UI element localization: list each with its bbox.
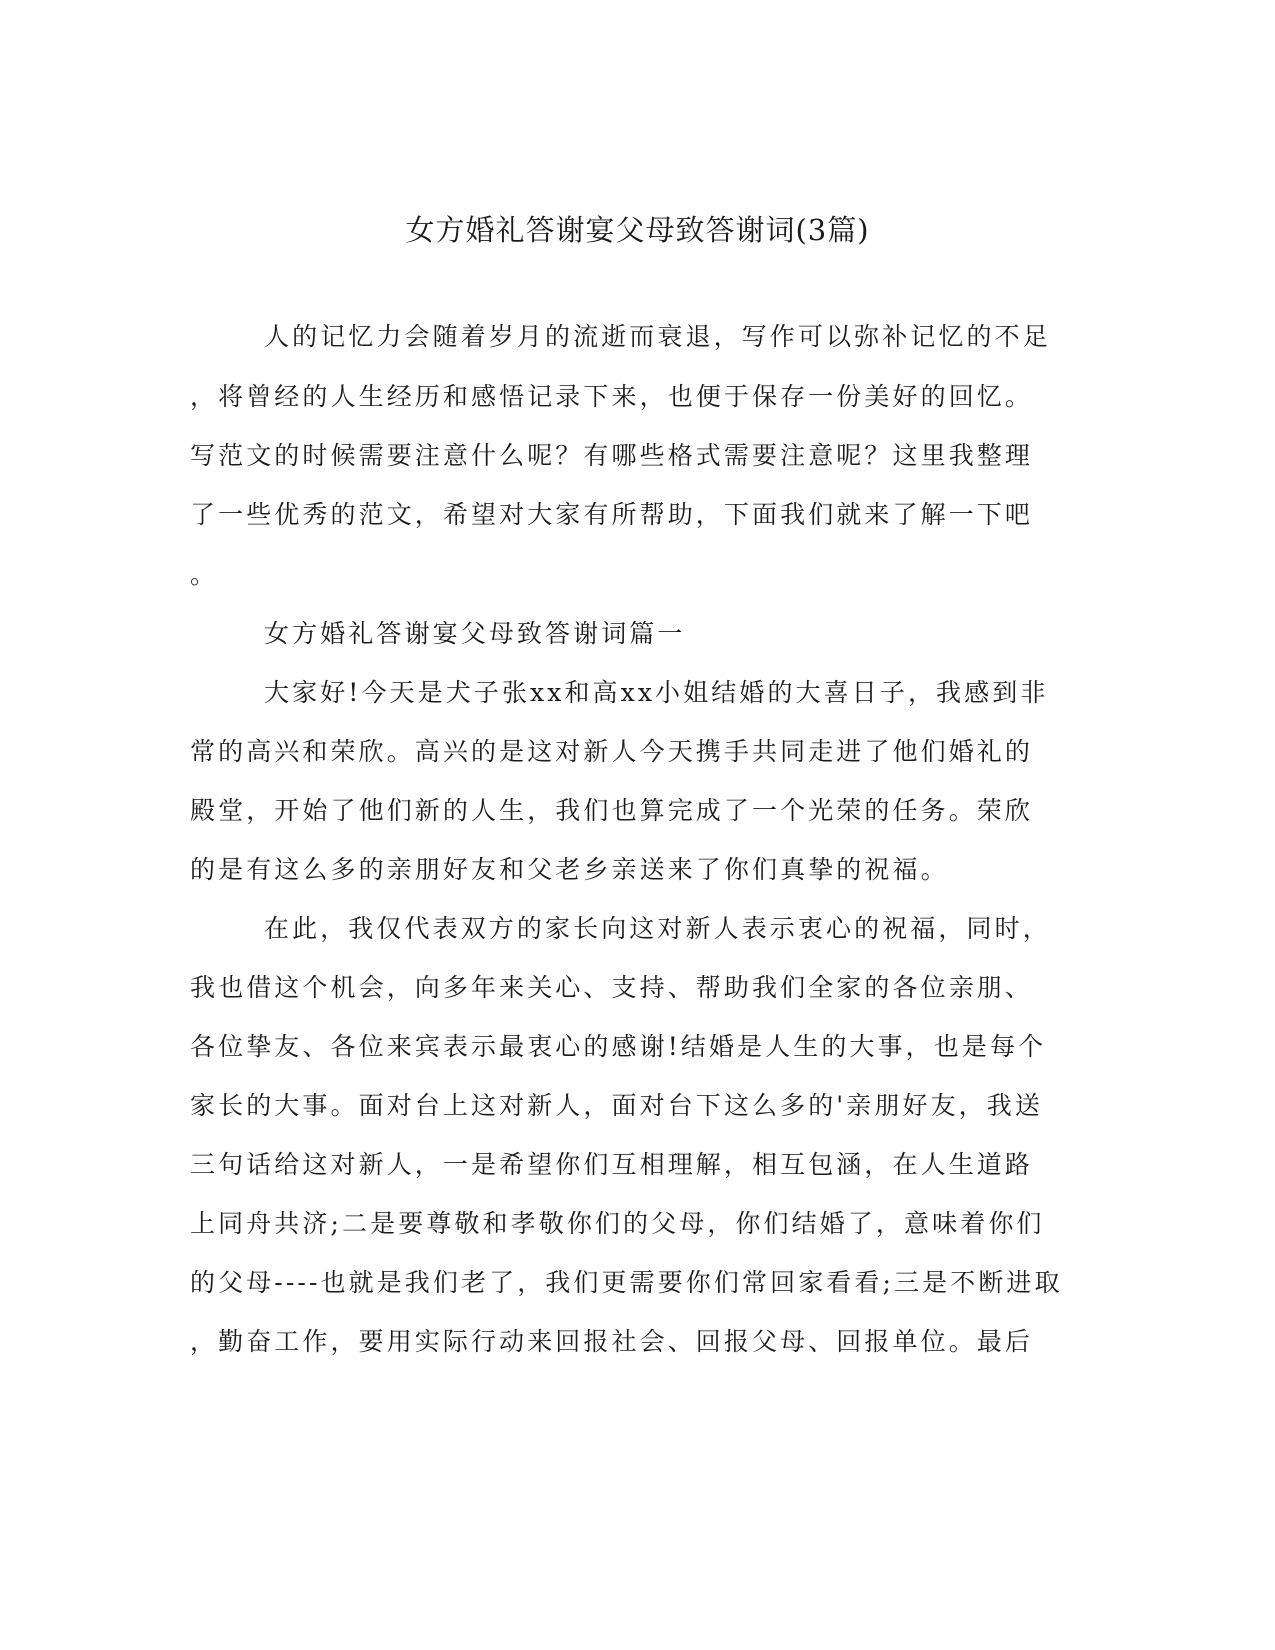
paragraph-line: 了一些优秀的范文，希望对大家有所帮助，下面我们就来了解一下吧 [190,500,1034,529]
paragraph-line: 三句话给这对新人，一是希望你们互相理解，相互包涵，在人生道路 [190,1150,1034,1179]
paragraph-line: ，勤奋工作，要用实际行动来回报社会、回报父母、回报单位。最后 [190,1327,1034,1356]
paragraph-line: 写范文的时候需要注意什么呢？有哪些格式需要注意呢？这里我整理 [190,441,1034,470]
document-title: 女方婚礼答谢宴父母致答谢词(3篇) [405,213,870,247]
paragraph-line: 我也借这个机会，向多年来关心、支持、帮助我们全家的各位亲朋、 [190,973,1034,1002]
paragraph-line: ，将曾经的人生经历和感悟记录下来，也便于保存一份美好的回忆。 [190,382,1034,411]
paragraph-line: 的父母----也就是我们老了，我们更需要你们常回家看看;三是不断进取 [190,1268,1063,1297]
paragraph-line: 常的高兴和荣欣。高兴的是这对新人今天携手共同走进了他们婚礼的 [190,737,1034,766]
paragraph-line: 大家好!今天是犬子张xx和高xx小姐结婚的大喜日子，我感到非 [264,678,1049,707]
paragraph-line: 在此，我仅代表双方的家长向这对新人表示衷心的祝福，同时， [264,914,1051,943]
paragraph-line: 殿堂，开始了他们新的人生，我们也算完成了一个光荣的任务。荣欣 [190,796,1034,825]
paragraph-line: 。 [190,560,219,589]
section-heading: 女方婚礼答谢宴父母致答谢词篇一 [264,619,686,648]
paragraph-line: 家长的大事。面对台上这对新人，面对台下这么多的'亲朋好友，我送 [190,1091,1043,1120]
paragraph-line: 的是有这么多的亲朋好友和父老乡亲送来了你们真挚的祝福。 [190,855,949,884]
paragraph-line: 各位挚友、各位来宾表示最衷心的感谢!结婚是人生的大事，也是每个 [190,1032,1047,1061]
paragraph-line: 人的记忆力会随着岁月的流逝而衰退，写作可以弥补记忆的不足 [264,322,1051,351]
paragraph-line: 上同舟共济;二是要尊敬和孝敬你们的父母，你们结婚了，意味着你们 [190,1209,1045,1238]
